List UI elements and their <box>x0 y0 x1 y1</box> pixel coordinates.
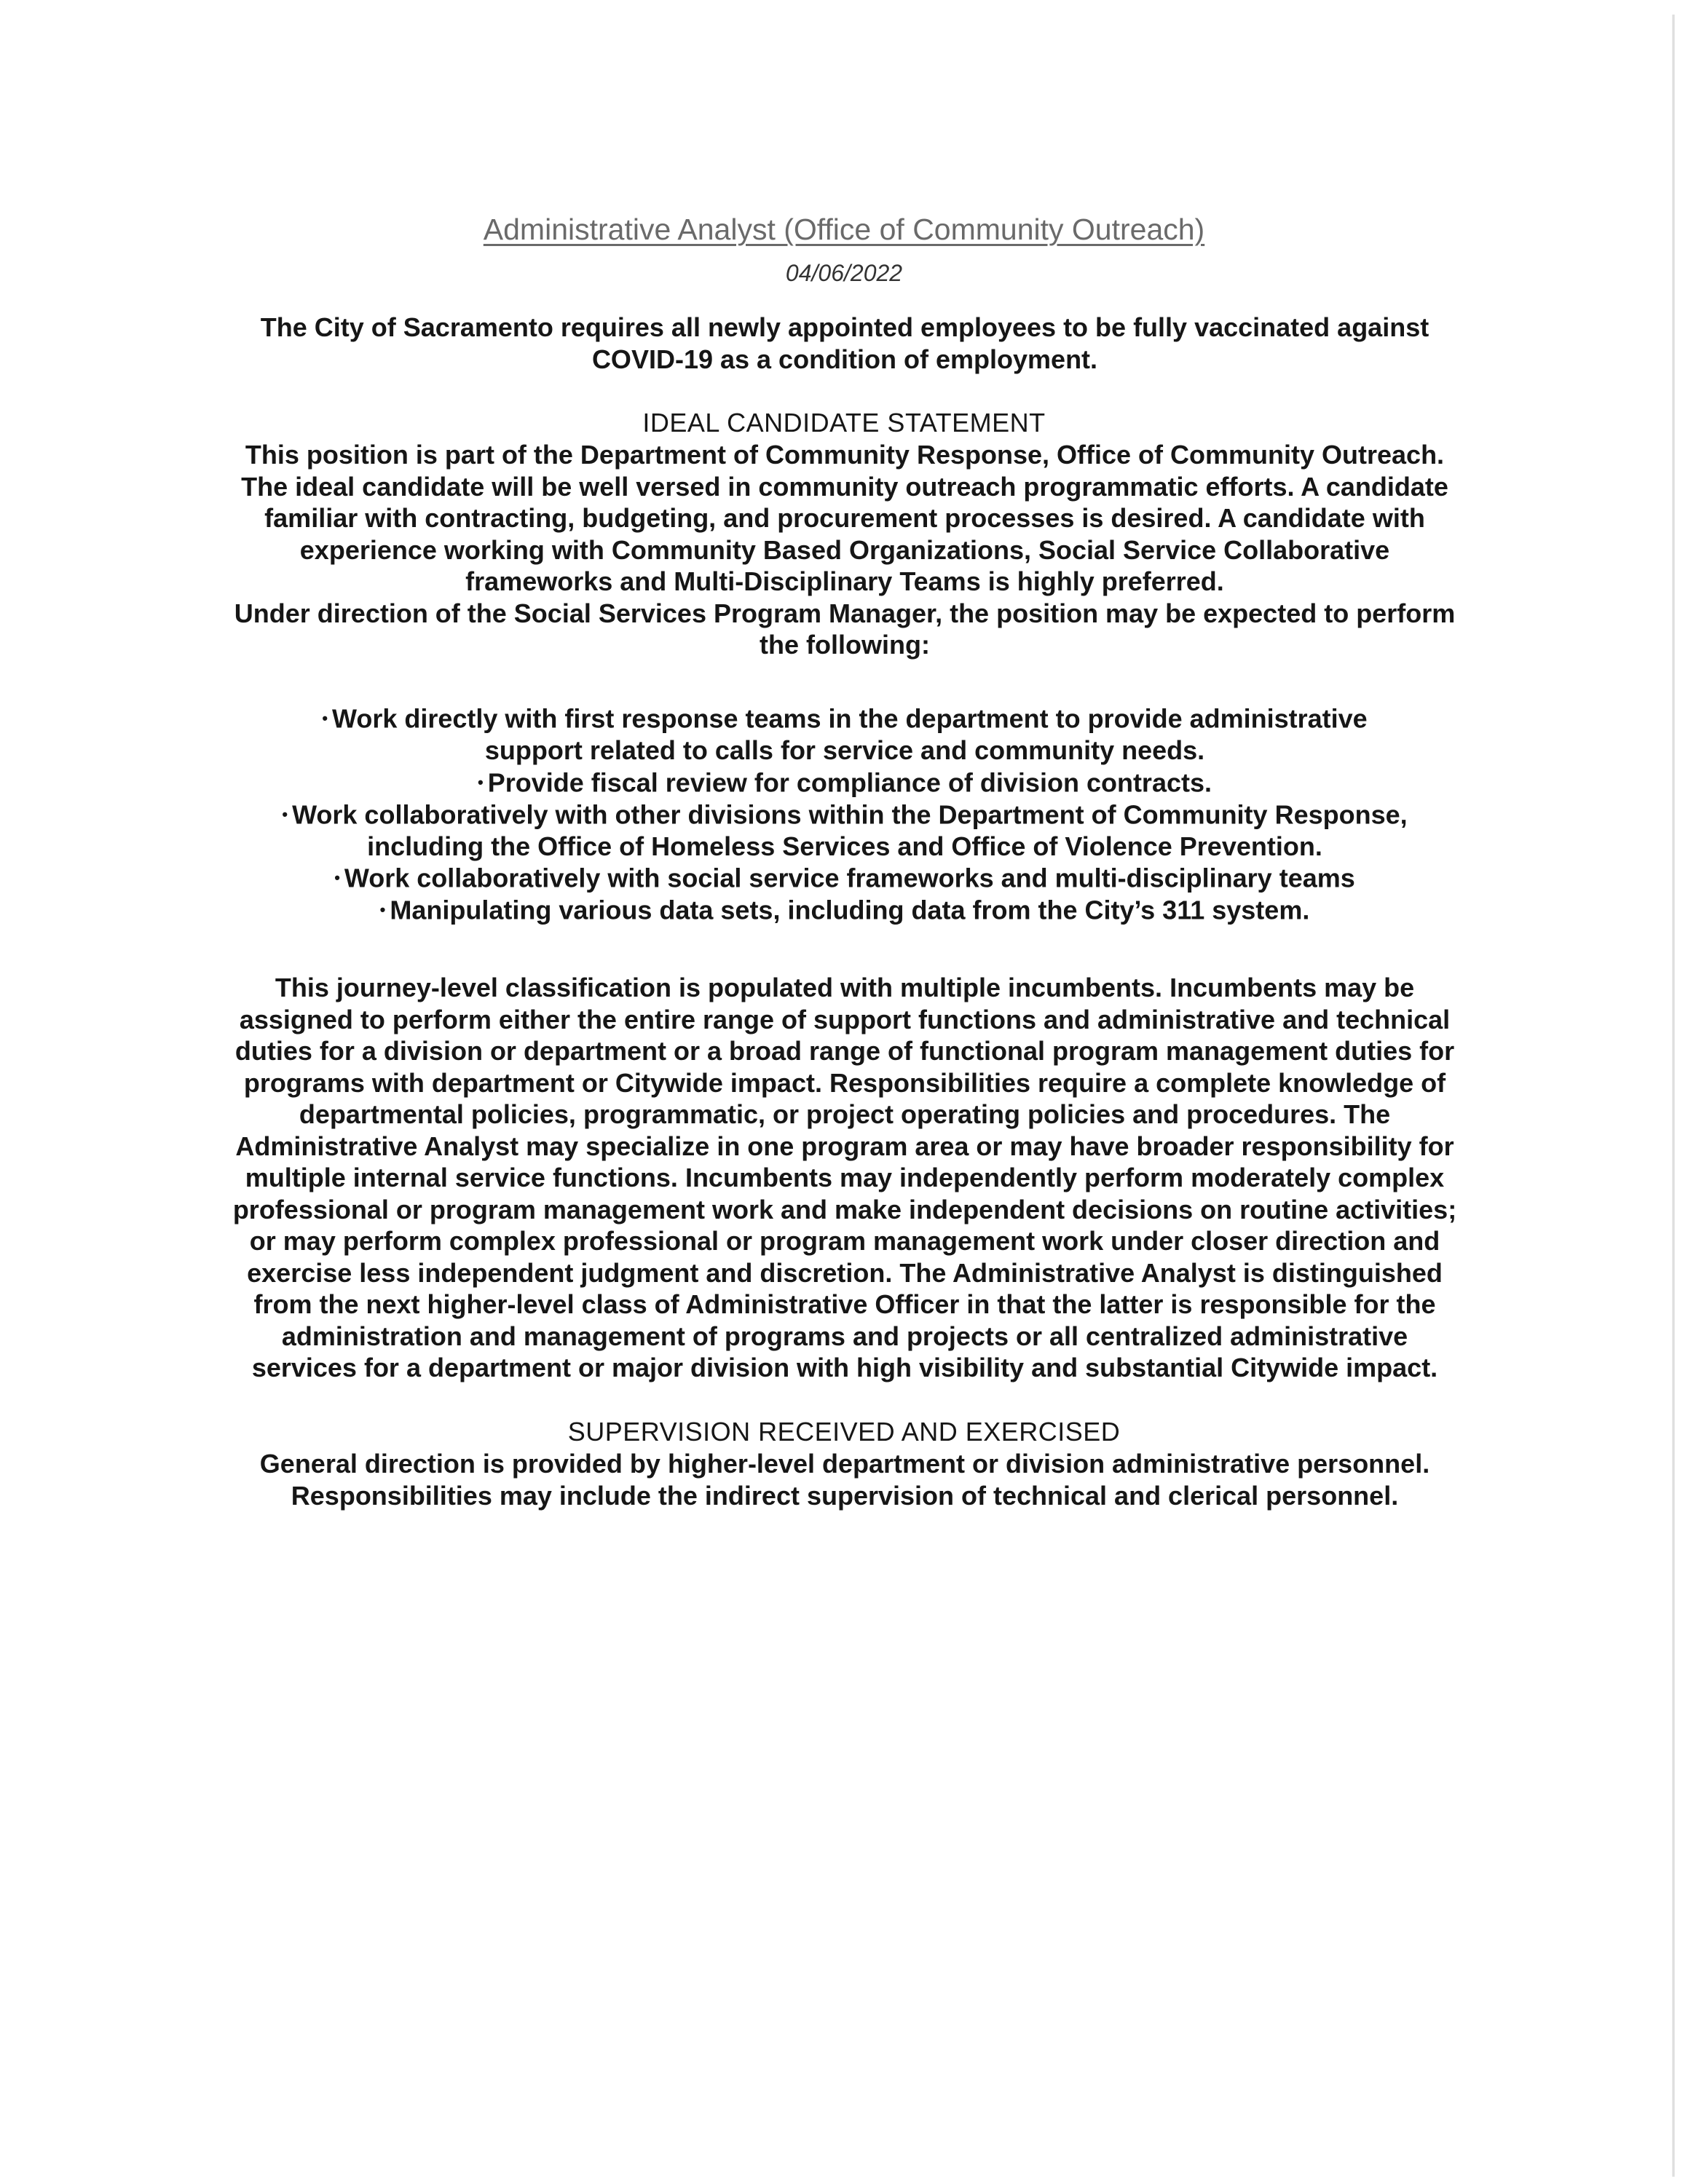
text-line: Under direction of the Social Services Program Manager, the position may be expected to perform <box>234 598 1456 628</box>
text-line: departmental policies, programmatic, or project operating policies and procedures. The <box>299 1099 1391 1129</box>
text-line: multiple internal service functions. Incumbents may independently perform moderately complex <box>245 1163 1445 1192</box>
bullet-icon: • <box>379 901 386 919</box>
page-title: Administrative Analyst (Office of Community Outreach) <box>483 213 1205 246</box>
list-item-text: Provide fiscal review for compliance of division contracts. <box>487 767 1212 797</box>
text-line: the following: <box>760 630 930 660</box>
list-item <box>167 862 1522 894</box>
bullet-icon: • <box>322 709 328 727</box>
text-line: programs with department or Citywide impact. Responsibilities require a complete knowledge of <box>243 1067 1446 1098</box>
text-line: experience working with Community Based Organizations, Social Service Collaborative <box>299 534 1390 565</box>
text-line: The City of Sacramento requires all newly appointed employees to be fully vaccinated against <box>260 312 1429 342</box>
text-line: exercise less independent judgment and discretion. The Administrative Analyst is distinguished <box>247 1257 1443 1288</box>
list-item-text: Work directly with first response teams in the department to provide administrative <box>332 703 1368 734</box>
text-line: administration and management of programs and projects or all centralized administrative <box>281 1321 1408 1351</box>
list-item <box>167 703 1522 735</box>
duties-list <box>167 703 1522 926</box>
ideal-candidate-statement <box>167 439 1522 661</box>
text-line: duties for a division or department or a broad range of functional program management duties for <box>234 1036 1455 1066</box>
list-item <box>167 799 1522 831</box>
text-line: Responsibilities may include the indirect supervision of technical and clerical personnel. <box>291 1480 1399 1511</box>
text-line: The ideal candidate will be well versed in community outreach programmatic efforts. A candidate <box>241 471 1448 502</box>
list-item-continuation: including the Office of Homeless Services and Office of Violence Prevention. <box>367 831 1322 861</box>
scan-edge-line <box>1672 15 1675 2177</box>
text-line: General direction is provided by higher-level department or division administrative personnel. <box>259 1449 1430 1479</box>
text-line: This journey-level classification is populated with multiple incumbents. Incumbents may be <box>275 973 1415 1002</box>
text-line: frameworks and Multi-Disciplinary Teams is highly preferred. <box>465 566 1224 596</box>
list-item-continuation: support related to calls for service and community needs. <box>484 735 1205 765</box>
text-line: services for a department or major division with high visibility and substantial Citywide impact. <box>251 1353 1438 1382</box>
bullet-icon: • <box>282 804 288 823</box>
bullet-icon: • <box>334 869 340 887</box>
bullet-icon: • <box>477 772 484 791</box>
list-item <box>167 894 1522 926</box>
supervision-heading: SUPERVISION RECEIVED AND EXERCISED <box>567 1417 1121 1447</box>
supervision-statement <box>167 1448 1522 1511</box>
text-line: or may perform complex professional or program management work under closer direction and <box>249 1226 1440 1256</box>
list-item-text: Manipulating various data sets, including data from the City’s 311 system. <box>390 895 1310 925</box>
text-line: from the next higher-level class of Administrative Officer in that the latter is responsible for the <box>253 1289 1436 1319</box>
list-item-text: Work collaboratively with other divisions within the Department of Community Response, <box>292 799 1408 829</box>
text-line: Administrative Analyst may specialize in one program area or may have broader responsibility for <box>235 1131 1454 1161</box>
text-line: This position is part of the Department of Community Response, Office of Community Outreach. <box>245 440 1445 470</box>
vaccination-notice <box>167 312 1522 375</box>
text-line: familiar with contracting, budgeting, and procurement processes is desired. A candidate with <box>264 503 1425 533</box>
text-line: COVID-19 as a condition of employment. <box>591 344 1098 374</box>
text-line: professional or program management work and make independent decisions on routine activities; <box>232 1194 1457 1224</box>
list-item-text: Work collaboratively with social service frameworks and multi-disciplinary teams <box>344 863 1355 893</box>
ideal-candidate-heading: IDEAL CANDIDATE STATEMENT <box>642 408 1046 438</box>
list-item <box>167 767 1522 799</box>
document-date: 04/06/2022 <box>785 260 903 286</box>
classification-description <box>167 972 1522 1384</box>
text-line: assigned to perform either the entire range of support functions and administrative and technical <box>239 1004 1451 1034</box>
